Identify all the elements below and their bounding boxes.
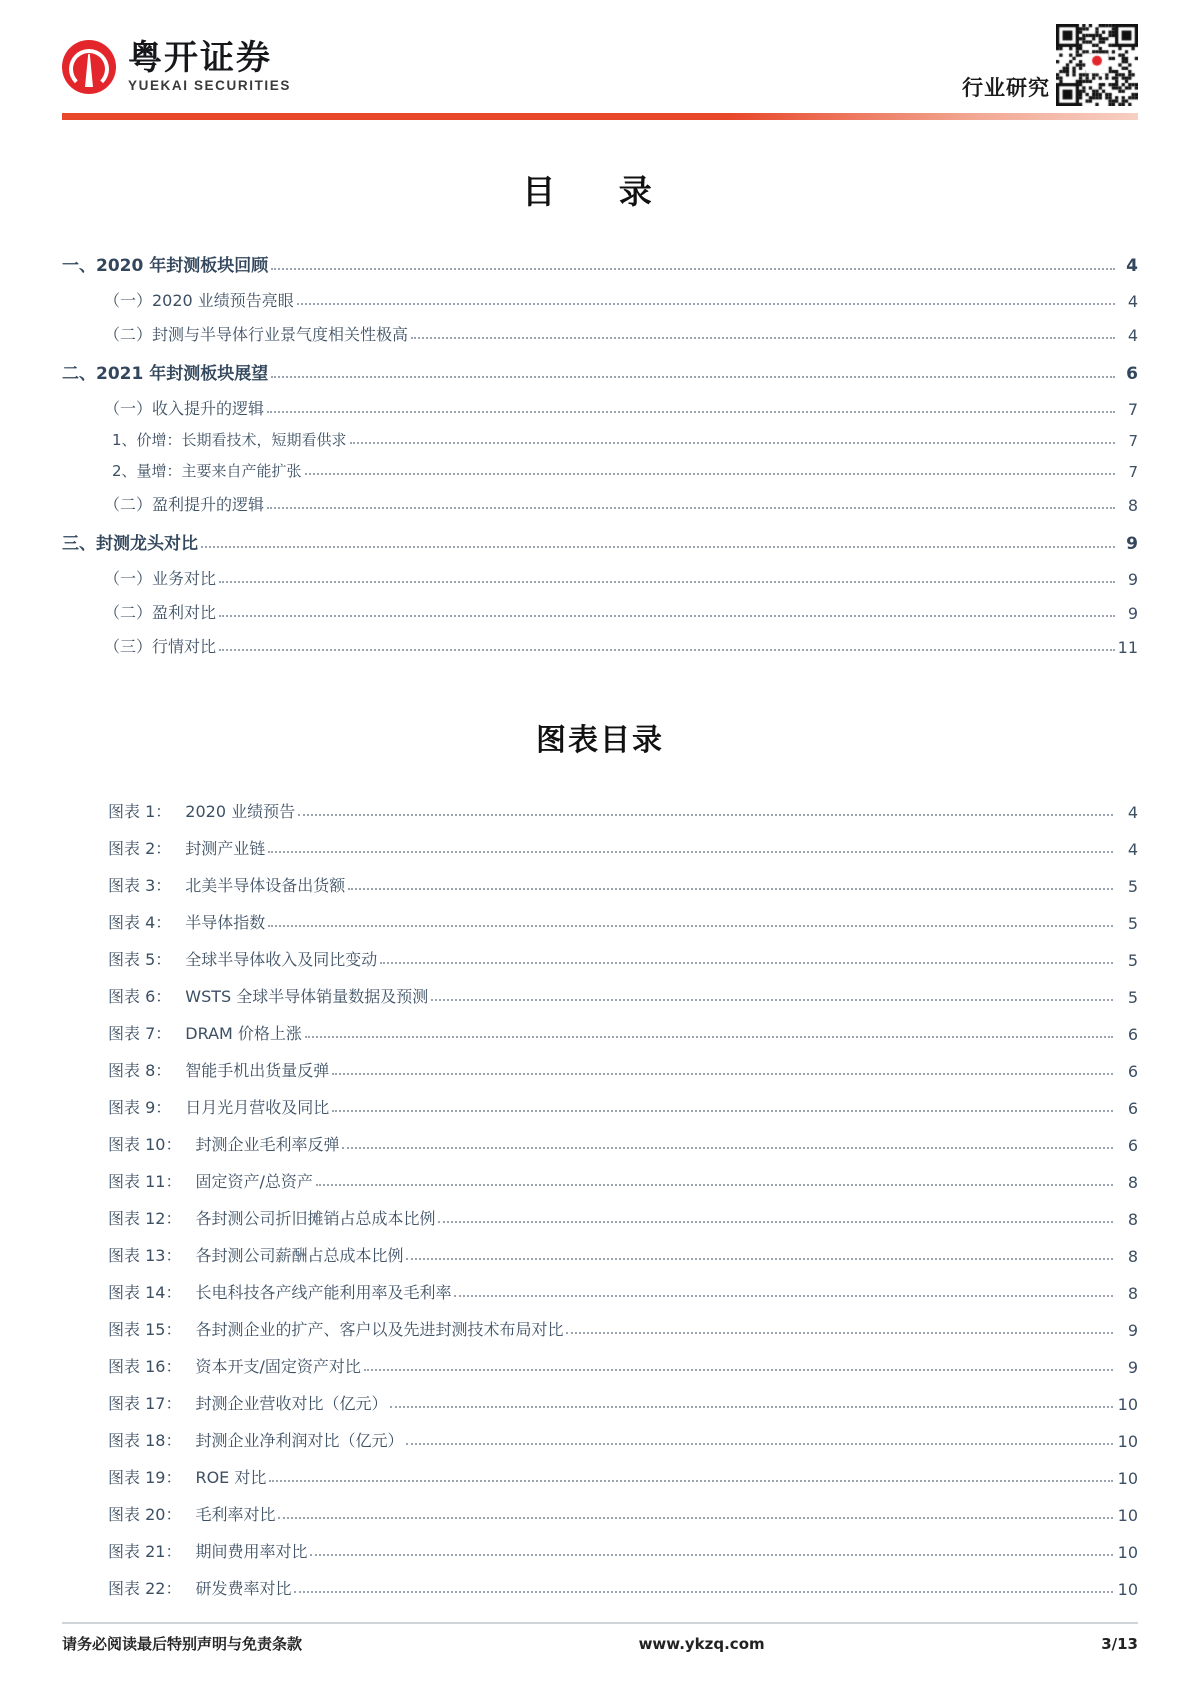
figure-entry-label: DRAM 价格上涨 [185,1024,302,1043]
toc-leader-dots [305,472,1115,475]
figure-leader-dots [305,1035,1113,1038]
figure-leader-dots [406,1257,1113,1260]
report-category-label: 行业研究 [962,76,1050,100]
toc-entry-label: 一、2020 年封测板块回顾 [62,256,269,276]
toc-entry-label: 1、价增：长期看技术，短期看供求 [112,431,347,449]
toc-entry-label: （二）盈利提升的逻辑 [104,495,265,514]
toc-entry[interactable] [62,315,1138,349]
figure-leader-dots [406,1442,1113,1445]
toc-leader-dots [219,580,1115,583]
brand-logo [62,40,291,94]
figure-entry-label: 封测企业净利润对比（亿元） [195,1431,404,1450]
figure-entry-number: 图表 12： [108,1209,182,1228]
figure-entry-page: 5 [1127,988,1138,1007]
figure-entry[interactable] [62,1418,1138,1455]
qr-code-icon [1056,24,1138,106]
footer-pagination: 3/13 [1101,1634,1138,1653]
figure-entry-number: 图表 6： [108,987,172,1006]
toc-leader-dots [267,410,1115,413]
figure-entry-number: 图表 15： [108,1320,182,1339]
figure-entry-label: 2020 业绩预告 [185,802,296,821]
figure-entry-page: 5 [1127,951,1138,970]
figure-entry-page: 8 [1127,1284,1138,1303]
figure-entry-number: 图表 18： [108,1431,182,1450]
toc-entry[interactable] [62,485,1138,519]
figure-entry-label: 封测产业链 [185,839,266,858]
figure-leader-dots [332,1109,1113,1112]
figure-list [62,789,1138,1603]
figure-entry-label: 各封测公司折旧摊销占总成本比例 [195,1209,436,1228]
toc-entry[interactable] [62,389,1138,423]
figure-leader-dots [431,998,1113,1001]
figure-entry[interactable] [62,1455,1138,1492]
header-right-group [962,24,1138,106]
figure-entry-number: 图表 9： [108,1098,172,1117]
figure-entry-label: 日月光月营收及同比 [185,1098,330,1117]
toc-leader-dots [201,545,1115,548]
toc-leader-dots [271,375,1115,378]
figure-entry-label: 封测企业毛利率反弹 [195,1135,340,1154]
toc-entry-label: 二、2021 年封测板块展望 [62,364,269,384]
figure-leader-dots [390,1405,1113,1408]
figure-leader-dots [348,887,1113,890]
toc-entry-page: 7 [1128,432,1138,450]
figure-entry-page: 6 [1127,1136,1138,1155]
figure-entry-label: 封测企业营收对比（亿元） [195,1394,388,1413]
figure-entry-number: 图表 8： [108,1061,172,1080]
figure-entry[interactable] [62,1492,1138,1529]
figure-entry-number: 图表 21： [108,1542,182,1561]
page-content [0,166,1200,1603]
figure-entry-number: 图表 10： [108,1135,182,1154]
figure-entry[interactable] [62,1011,1138,1048]
figure-leader-dots [454,1294,1113,1297]
figure-entry-page: 4 [1127,840,1138,859]
figure-entry[interactable] [62,1196,1138,1233]
toc-leader-dots [411,336,1115,339]
figure-entry[interactable] [62,1122,1138,1159]
footer-website[interactable]: www.ykzq.com [638,1634,765,1653]
toc-entry[interactable] [62,593,1138,627]
figure-entry-number: 图表 5： [108,950,172,969]
figure-leader-dots [380,961,1113,964]
header-divider [62,113,1138,120]
figure-leader-dots [332,1072,1113,1075]
figure-entry-label: 固定资产/总资产 [195,1172,313,1191]
toc-entry[interactable] [62,559,1138,593]
toc-entry-page: 9 [1127,604,1138,623]
figure-entry-page: 9 [1127,1321,1138,1340]
page-footer [62,1622,1138,1654]
figure-entry-page: 10 [1117,1395,1138,1414]
figure-entry-number: 图表 22： [108,1579,182,1598]
toc-entry-page: 6 [1126,364,1138,384]
figure-entry[interactable] [62,1381,1138,1418]
figure-leader-dots [268,924,1113,927]
figure-leader-dots [268,850,1113,853]
figure-entry-number: 图表 13： [108,1246,182,1265]
toc-entry-label: （一）收入提升的逻辑 [104,399,265,418]
toc-entry-page: 7 [1127,400,1138,419]
toc-entry-label: （一）2020 业绩预告亮眼 [104,291,294,310]
figure-entry-page: 6 [1127,1099,1138,1118]
figure-entry-page: 5 [1127,877,1138,896]
figure-entry-page: 6 [1127,1025,1138,1044]
figure-entry[interactable] [62,826,1138,863]
figure-entry[interactable] [62,1566,1138,1603]
toc-entry-label: （三）行情对比 [104,637,217,656]
toc-leader-dots [271,267,1115,270]
figure-entry-number: 图表 19： [108,1468,182,1487]
toc-entry-page: 9 [1126,534,1138,554]
figure-leader-dots [566,1331,1113,1334]
figure-entry-label: 半导体指数 [185,913,266,932]
brand-name-cn: 粤开证券 [128,38,272,79]
figure-entry-label: WSTS 全球半导体销量数据及预测 [185,987,429,1006]
toc-entry-label: 三、封测龙头对比 [62,534,198,554]
figure-entry-number: 图表 4： [108,913,172,932]
toc-entry[interactable] [62,423,1138,454]
toc-entry[interactable] [62,349,1138,389]
toc-title: 目 录 [522,172,678,211]
toc-entry-page: 4 [1126,256,1138,276]
figure-leader-dots [310,1553,1113,1556]
figure-leader-dots [438,1220,1113,1223]
figure-entry-page: 10 [1117,1469,1138,1488]
figure-entry[interactable] [62,1233,1138,1270]
figure-entry[interactable] [62,1048,1138,1085]
footer-disclaimer: 请务必阅读最后特别声明与免责条款 [62,1635,303,1653]
figure-entry-page: 10 [1117,1506,1138,1525]
figure-entry[interactable] [62,1159,1138,1196]
brand-logo-text [128,38,291,94]
figure-entry-label: 毛利率对比 [195,1505,276,1524]
toc-entry-page: 9 [1127,570,1138,589]
figure-entry-page: 5 [1127,914,1138,933]
figure-entry-page: 4 [1127,803,1138,822]
figure-leader-dots [342,1146,1113,1149]
figure-leader-dots [298,813,1113,816]
figure-entry-page: 10 [1117,1580,1138,1599]
toc-leader-dots [267,506,1115,509]
figure-entry-number: 图表 16： [108,1357,182,1376]
toc-leader-dots [350,441,1115,444]
figure-entry[interactable] [62,1529,1138,1566]
toc-entry[interactable] [62,454,1138,485]
toc-entry-label: （一）业务对比 [104,569,217,588]
figure-leader-dots [278,1516,1113,1519]
figure-entry[interactable] [62,1085,1138,1122]
toc-entry[interactable] [62,281,1138,315]
figure-entry-label: 各封测公司薪酬占总成本比例 [195,1246,404,1265]
figure-entry[interactable] [62,900,1138,937]
figure-entry-label: 期间费用率对比 [195,1542,308,1561]
figure-entry-page: 10 [1117,1543,1138,1562]
figure-entry-number: 图表 7： [108,1024,172,1043]
figure-leader-dots [269,1479,1113,1482]
figure-entry-label: 研发费率对比 [195,1579,292,1598]
toc-entry-page: 11 [1117,638,1138,657]
toc-leader-dots [219,648,1115,651]
figure-list-title: 图表目录 [536,723,664,758]
figure-entry[interactable] [62,863,1138,900]
figure-entry-page: 8 [1127,1173,1138,1192]
figure-entry-page: 6 [1127,1062,1138,1081]
figure-leader-dots [316,1183,1113,1186]
figure-entry[interactable] [62,1270,1138,1307]
figure-entry-page: 8 [1127,1247,1138,1266]
toc-entry-label: （二）封测与半导体行业景气度相关性极高 [104,325,409,344]
figure-entry-page: 10 [1117,1432,1138,1451]
yuekai-logo-icon [62,40,116,94]
toc-entry-page: 7 [1128,463,1138,481]
figure-entry-label: 北美半导体设备出货额 [185,876,346,895]
figure-entry[interactable] [62,1307,1138,1344]
toc-entry-page: 8 [1127,496,1138,515]
figure-entry-label: 智能手机出货量反弹 [185,1061,330,1080]
figure-leader-dots [364,1368,1113,1371]
toc-leader-dots [219,614,1115,617]
figure-entry-label: ROE 对比 [195,1468,267,1487]
toc-leader-dots [297,302,1115,305]
figure-entry[interactable] [62,1344,1138,1381]
toc-entry-label: （二）盈利对比 [104,603,217,622]
figure-entry-number: 图表 17： [108,1394,182,1413]
toc-entry-page: 4 [1127,326,1138,345]
brand-name-en: YUEKAI SECURITIES [128,78,291,94]
figure-entry[interactable] [62,789,1138,826]
figure-entry-number: 图表 11： [108,1172,182,1191]
page-header [0,0,1200,128]
figure-entry-number: 图表 20： [108,1505,182,1524]
table-of-contents [62,241,1138,661]
figure-entry-number: 图表 1： [108,802,172,821]
footer-divider [62,1622,1138,1624]
figure-entry-number: 图表 14： [108,1283,182,1302]
figure-leader-dots [294,1590,1113,1593]
figure-entry-number: 图表 2： [108,839,172,858]
toc-entry[interactable] [62,519,1138,559]
figure-entry-page: 9 [1127,1358,1138,1377]
figure-entry-number: 图表 3： [108,876,172,895]
toc-entry[interactable] [62,627,1138,661]
figure-entry[interactable] [62,937,1138,974]
toc-entry-page: 4 [1127,292,1138,311]
toc-entry[interactable] [62,241,1138,281]
figure-entry-label: 资本开支/固定资产对比 [195,1357,361,1376]
figure-entry[interactable] [62,974,1138,1011]
figure-entry-label: 各封测企业的扩产、客户以及先进封测技术布局对比 [195,1320,564,1339]
toc-entry-label: 2、量增：主要来自产能扩张 [112,462,302,480]
figure-entry-label: 全球半导体收入及同比变动 [185,950,378,969]
figure-entry-page: 8 [1127,1210,1138,1229]
figure-entry-label: 长电科技各产线产能利用率及毛利率 [195,1283,452,1302]
